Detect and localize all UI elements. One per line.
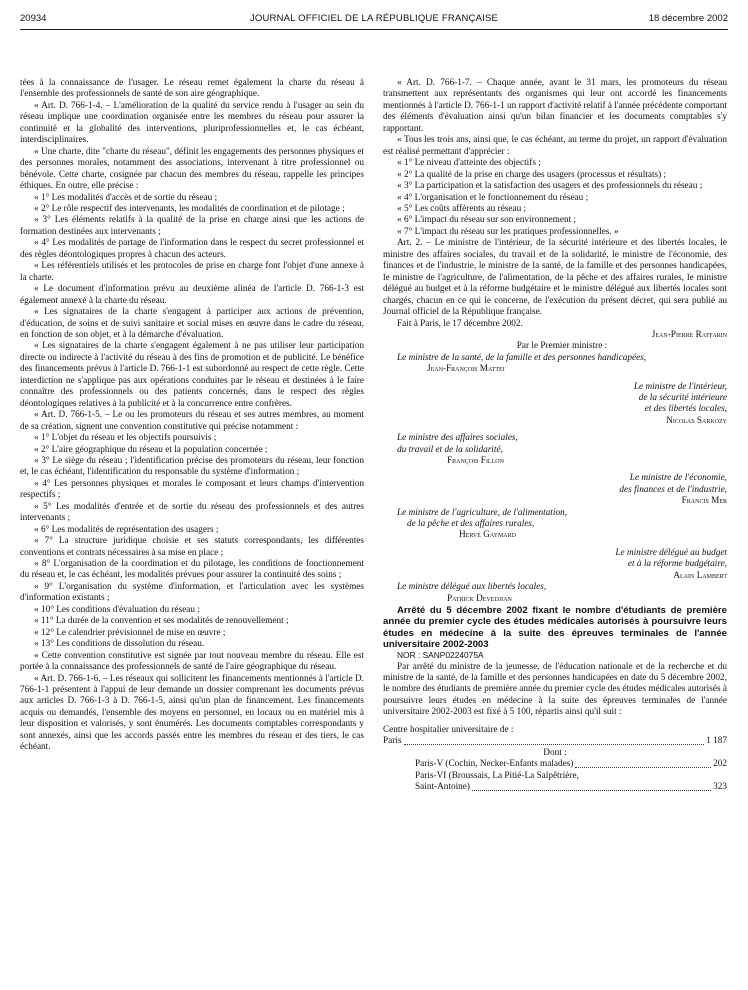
- minister-signature: Francis Mer: [681, 496, 727, 507]
- paragraph: « Les référentiels utilisés et les protocoles de prise en charge font l'objet d'une annexe à la charte.: [20, 261, 364, 283]
- list-item: « 8° L'organisation de la coordination et du pilotage, les conditions de fonctionnement du réseau et, le cas échéant, les modalités prévues pour assurer la continuité des soins ;: [20, 559, 364, 581]
- list-item: « 7° L'impact du réseau sur les pratiques professionnelles. »: [397, 226, 619, 237]
- list-item: « 3° Les éléments relatifs à la qualité de la prise en charge ainsi que les actions de formation destinées aux intervenants ;: [20, 215, 364, 237]
- paragraph: « Les signataires de la charte s'engagent également à ne pas utiliser leur participation directe ou indirecte à l'activité du réseau à des fins de promotion et de publicité. Le bénéfice des financements prévus à l'article D. 766-1-1 est subordonné au respect de cette règle. Cette interdiction ne s'applique pas aux opérations conduites par le réseau et destinées à le faire connaître des professionnels ou des patients concernés, dans le respect des règles déontologiques relatives à la publicité et à la concurrence entre confrères.: [20, 341, 364, 409]
- list-item: « 1° Le niveau d'atteinte des objectifs ;: [397, 158, 541, 169]
- minister-title: Le ministre de l'économie,: [629, 473, 727, 484]
- list-item: « 10° Les conditions d'évaluation du réseau ;: [34, 604, 200, 615]
- minister-title: Le ministre de la santé, de la famille et des personnes handicapées,: [397, 352, 647, 363]
- minister-title: Le ministre délégué au budget: [615, 547, 727, 558]
- paragraph: « Art. D. 766-1-4. – L'amélioration de la qualité du service rendu à l'usager au sein du réseau implique une coordination organisée entre les membres du réseau pour assurer la continuité et la globalité des interventions, pluriprofessionnelles et, le cas échéant, interdisciplinaires.: [20, 100, 364, 146]
- dot-leader: [575, 759, 711, 767]
- list-item: « 6° L'impact du réseau sur son environnement ;: [397, 215, 577, 226]
- paris-v-value: 202: [713, 759, 727, 770]
- par-le-premier-ministre: Par le Premier ministre :: [516, 341, 608, 352]
- list-item: « 7° La structure juridique choisie et ses statuts correspondants, les différentes conventions et contrats nécessaires à sa mise en place ;: [20, 536, 364, 558]
- list-item: « 4° L'organisation et le fonctionnement du réseau ;: [397, 192, 589, 203]
- list-item: « 2° L'aire géographique du réseau et la population concernée ;: [34, 444, 268, 455]
- arrete-body: Par arrêté du ministre de la jeunesse, de l'éducation nationale et de la recherche et du ministre de la santé, de la famille et des personnes handicapées en date du 5 décembre 2002, le nombre des étudiants de première année du premier cycle des études médicales autorisés à poursuivre leurs études en médecine à la suite des épreuves terminales de l'année universitaire 2002-2003 est fixé à 5 100, répartis ainsi qu'il suit :: [383, 661, 727, 718]
- paris-row: [383, 736, 727, 747]
- minister-title: du travail et de la solidarité,: [397, 444, 503, 455]
- page-number: 20934: [20, 13, 47, 24]
- paris-label: Paris: [383, 736, 402, 747]
- arrete-heading: Arrêté du 5 décembre 2002 fixant le nombre d'étudiants de première année du premier cycle des études médicales autorisés à poursuivre leurs études en médecine à la suite des épreuves terminales de l'année universitaire 2002-2003: [383, 604, 727, 650]
- paragraph: « Art. D. 766-1-6. – Les réseaux qui sollicitent les financements mentionnés à l'article D. 766-1-1 présentent à l'appui de leur demande un dossier comprenant les documents prévus aux articles D. 766-1-3 à D. 766-1-5, ainsi qu'un plan de financement. Les financements acquis ou demandés, l'ensemble des moyens en personnel, en locaux ou en matériel mis à leur disposition et valorisés, y sont énumérés. Les documents comptables correspondants y sont annexés, ainsi que les accords passés entre les membres du réseau et des tiers, le cas échéant.: [20, 673, 364, 753]
- paragraph: « Une charte, dite "charte du réseau", définit les engagements des personnes physiques et des personnes morales, notamment des associations, intervenant à titre professionnel ou bénévole. Cette charte, cosignée par chacun des membres du réseau, rappelle les principes éthiques. En outre, elle précise :: [20, 146, 364, 192]
- minister-title: des finances et de l'industrie,: [619, 484, 727, 495]
- minister-title: de la pêche et des affaires rurales,: [407, 519, 535, 530]
- article-2: Art. 2. – Le ministre de l'intérieur, de la sécurité intérieure et des libertés locales, le ministre des affaires sociales, du travail et de la solidarité, le ministre de l'économie, des finances et de l'industrie, le ministre de la santé, de la famille et des personnes handicapées, le ministre de l'agriculture, de l'alimentation, de la pêche et des affaires rurales, le ministre délégué au budget et à la réforme budgétaire et le ministre délégué aux libertés locales sont chargés, chacun en ce qui le concerne, de l'exécution du présent décret, qui sera publié au Journal officiel de la République française.: [383, 238, 727, 318]
- paris-value: 1 187: [706, 736, 727, 747]
- minister-title: Le ministre des affaires sociales,: [397, 433, 518, 444]
- paragraph: « Cette convention constitutive est signée par tout nouveau membre du réseau. Elle est portée à la connaissance des professionnels de santé de l'aire géographique du réseau.: [20, 650, 364, 673]
- list-item: « 12° Le calendrier prévisionnel de mise en œuvre ;: [34, 627, 226, 638]
- chu-label: Centre hospitalier universitaire de :: [383, 724, 514, 735]
- list-item: « 1° L'objet du réseau et les objectifs poursuivis ;: [34, 433, 217, 444]
- paragraph: « Le document d'information prévu au deuxième alinéa de l'article D. 766-1-3 est également annexé à la charte du réseau.: [20, 284, 364, 306]
- fait-a-paris: Fait à Paris, le 17 décembre 2002.: [397, 318, 523, 329]
- paragraph: « Art. D. 766-1-7. – Chaque année, avant le 31 mars, les promoteurs du réseau transmettent aux représentants des organismes qui leur ont accordé les financements mentionnés à l'article D. 766-1-1 un rapport d'activité relatif à l'année précédente comportant des éléments d'évaluation ainsi qu'un bilan financier et les documents comptables s'y rapportant.: [383, 78, 727, 134]
- minister-signature: Alain Lambert: [673, 570, 727, 581]
- pm-signature: Jean-Pierre Raffarin: [651, 329, 727, 340]
- minister-signature: Hervé Gaymard: [459, 530, 516, 541]
- paris-vi-value: 323: [713, 782, 727, 793]
- list-item: « 4° Les personnes physiques et morales le composant et leurs champs d'intervention respectifs ;: [20, 478, 364, 501]
- list-item: « 2° La qualité de la prise en charge des usagers (processus et résultats) ;: [397, 169, 667, 180]
- nor-reference: NOR : SANP0224075A: [397, 650, 484, 661]
- paragraph: tées à la connaissance de l'usager. Le réseau remet également la charte du réseau à l'ensemble des professionnels de santé de son aire géographique.: [20, 78, 364, 100]
- list-item: « 5° Les coûts afférents au réseau ;: [397, 203, 527, 214]
- minister-title: Le ministre délégué aux libertés locales,: [397, 582, 547, 593]
- left-column: [20, 78, 364, 754]
- list-item: « 5° Les modalités d'entrée et de sortie du réseau des professionnels et des autres intervenants ;: [20, 501, 364, 524]
- paris-v-row: [383, 759, 727, 770]
- list-item: « 2° Le rôle respectif des intervenants, les modalités de coordination et de pilotage ;: [34, 203, 345, 214]
- journal-title: JOURNAL OFFICIEL DE LA RÉPUBLIQUE FRANÇAISE: [249, 13, 499, 24]
- list-item: « 13° Les conditions de dissolution du réseau.: [34, 639, 205, 650]
- paris-vi-label-line1: Paris-VI (Broussais, La Pitié-La Salpêtrière,: [415, 770, 579, 781]
- dot-leader: [472, 782, 711, 790]
- list-item: « 3° Le siège du réseau ; l'identification précise des promoteurs du réseau, leur fonction et, le cas échéant, l'identification du responsable du système d'information ;: [20, 455, 364, 478]
- publication-date: 18 décembre 2002: [648, 13, 728, 24]
- minister-title: de la sécurité intérieure: [638, 393, 727, 403]
- minister-signature: Jean-François Mattei: [427, 364, 505, 375]
- right-column: [383, 78, 727, 794]
- list-item: « 11° La durée de la convention et ses modalités de renouvellement ;: [34, 616, 289, 627]
- paragraph: « Tous les trois ans, ainsi que, le cas échéant, au terme du projet, un rapport d'évaluation est réalisé permettant d'apprécier :: [383, 135, 727, 157]
- minister-signature: Patrick Devedjian: [447, 593, 512, 604]
- list-item: « 3° La participation et la satisfaction des usagers et des professionnels du réseau ;: [397, 181, 703, 192]
- paris-vi-row: [383, 782, 727, 793]
- minister-title: Le ministre de l'agriculture, de l'alimentation,: [397, 507, 568, 518]
- list-item: « 9° L'organisation du système d'information, et l'articulation avec les systèmes d'information existants ;: [20, 581, 364, 604]
- paragraph: « Les signataires de la charte s'engagent à participer aux actions de prévention, d'éducation, de soins et de suivi sanitaire et social mises en œuvre dans le cadre du réseau, en fonction de son objet, et à la démarche d'évaluation.: [20, 307, 364, 340]
- minister-title: Le ministre de l'intérieur,: [633, 381, 727, 392]
- paris-v-label: Paris-V (Cochin, Necker-Enfants malades): [415, 759, 574, 770]
- list-item: « 4° Les modalités de partage de l'information dans le respect du secret professionnel et des règles déontologiques propres à chacun des acteurs.: [20, 238, 364, 260]
- page-header: [20, 13, 728, 29]
- minister-title: et des libertés locales,: [644, 404, 727, 415]
- minister-signature: François Fillon: [447, 456, 504, 467]
- paragraph: « Art. D. 766-1-5. – Le ou les promoteurs du réseau et ses autres membres, au moment de sa création, signent une convention constitutive qui précise notamment :: [20, 410, 364, 432]
- paris-vi-label-line2: Saint-Antoine): [415, 782, 470, 793]
- dot-leader: [404, 736, 705, 744]
- list-item: « 6° Les modalités de représentation des usagers ;: [34, 524, 219, 535]
- list-item: « 1° Les modalités d'accès et de sortie du réseau ;: [34, 192, 218, 203]
- header-rule: [20, 29, 728, 30]
- minister-title: et à la réforme budgétaire,: [627, 559, 727, 570]
- minister-signature: Nicolas Sarkozy: [666, 415, 727, 426]
- dont-label: Dont :: [543, 747, 567, 758]
